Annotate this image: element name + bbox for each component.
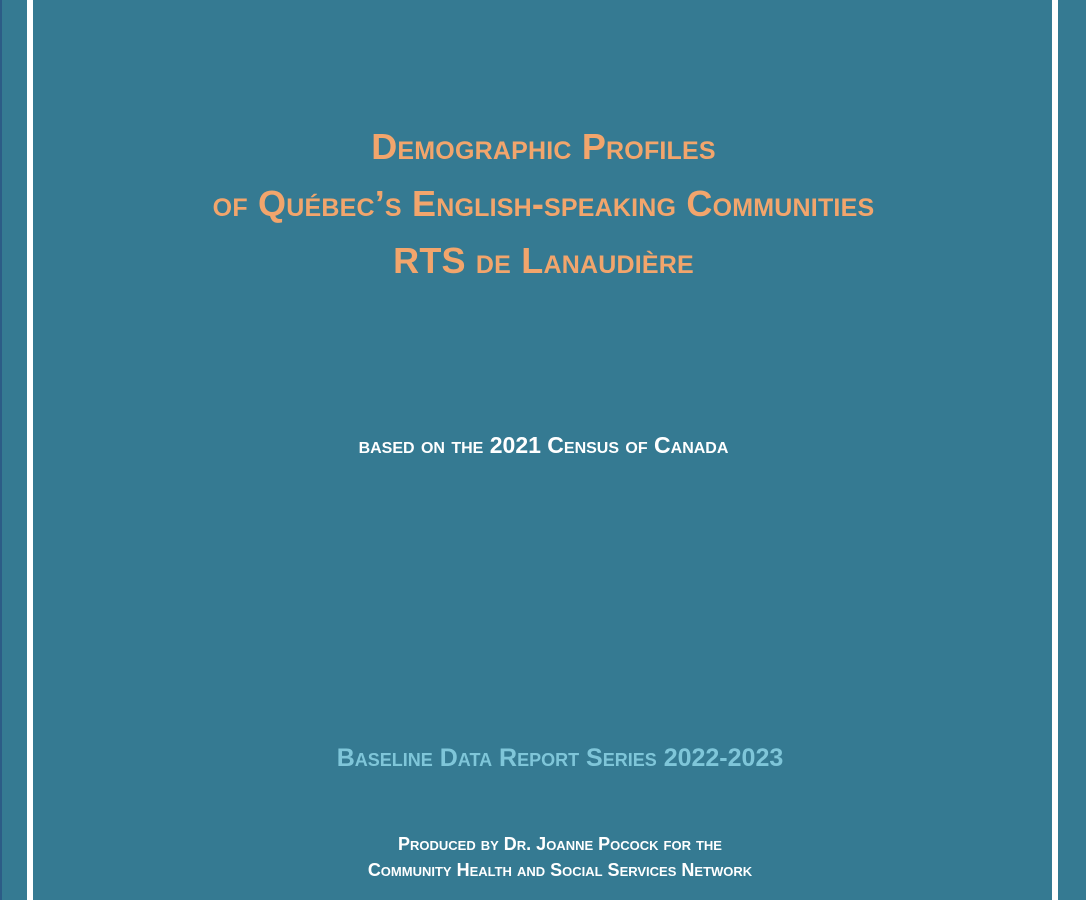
report-series-label: Baseline Data Report Series 2022-2023 <box>336 744 784 772</box>
left-border-rule <box>27 0 33 900</box>
title-line-3: RTS de Lanaudière <box>393 240 694 281</box>
census-subtitle: based on the 2021 Census of Canada <box>358 432 729 458</box>
credits-line-2: Community Health and Social Services Network <box>367 860 753 880</box>
credits-line-1: Produced by Dr. Joanne Pocock for the <box>398 834 722 854</box>
cover-title <box>35 118 1052 289</box>
left-edge-line <box>0 0 2 900</box>
title-line-1: Demographic Profiles <box>371 126 716 167</box>
credits <box>35 831 1085 883</box>
title-line-2: of Québec’s English-speaking Communities <box>212 183 875 224</box>
